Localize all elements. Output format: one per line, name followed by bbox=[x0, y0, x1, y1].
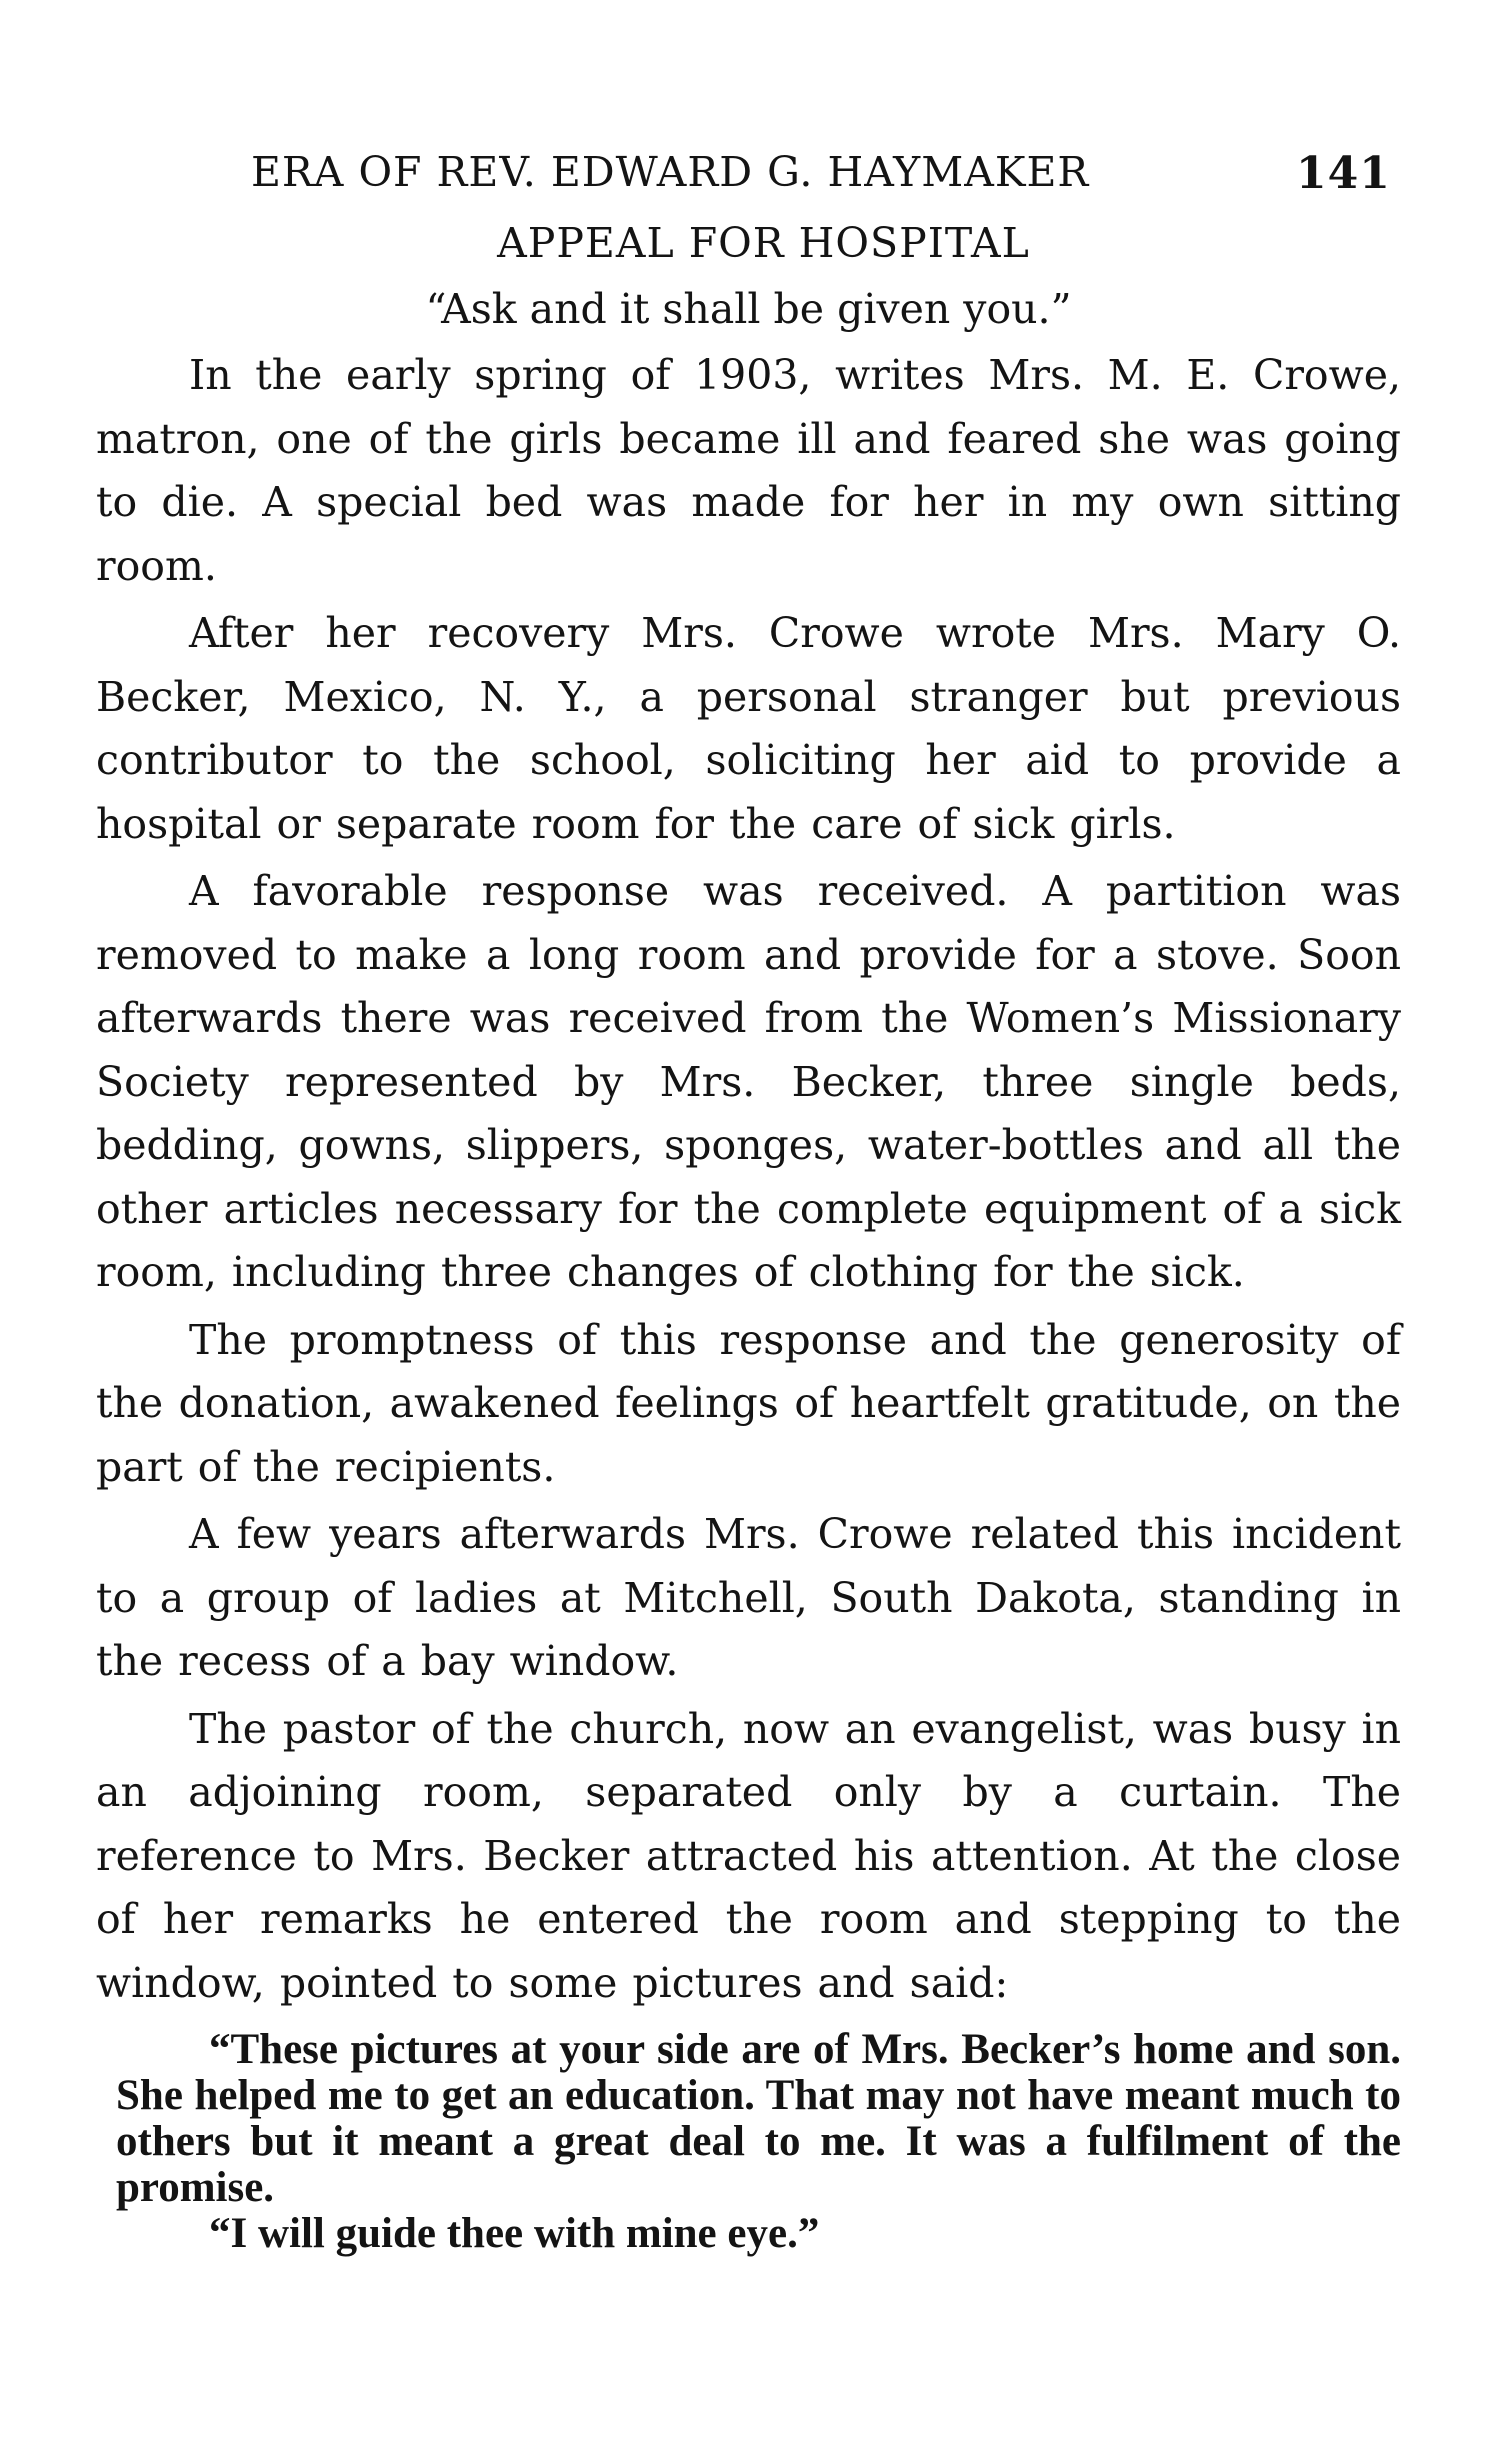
book-page bbox=[96, 140, 1401, 2257]
block-quote: “These pictures at your side are of Mrs. Becker’s home and son. She helped me to get an education. That may not have meant much to others but it meant a great deal to me. It was a fulfilment of the promise. bbox=[116, 2026, 1401, 2211]
running-title: ERA OF REV. EDWARD G. HAYMAKER bbox=[251, 148, 1090, 196]
block-quote-closing: “I will guide thee with mine eye.” bbox=[209, 2210, 820, 2257]
paragraph-6: The pastor of the church, now an evangelist, was busy in an adjoining room, separated only by a curtain. The reference to Mrs. Becker attracted his attention. At the close of her remarks he entered the room and stepping to the window, pointed to some pictures and said: bbox=[96, 1704, 1401, 2007]
paragraph-3: A favorable response was received. A partition was removed to make a long room and provide for a stove. Soon afterwards there was received from the Women’s Missionary Society represented by Mrs. Becker, three single beds, bedding, gowns, slippers, sponges, water-bottles and all the other articles necessary for the complete equipment of a sick room, including three changes of clothing for the sick. bbox=[96, 867, 1401, 1296]
paragraph-2: After her recovery Mrs. Crowe wrote Mrs. Mary O. Becker, Mexico, N. Y., a personal stranger but previous contributor to the school, soliciting her aid to provide a hospital or separate room for the care of sick girls. bbox=[96, 609, 1401, 848]
paragraph-4: The promptness of this response and the generosity of the donation, awakened feelings of heartfelt gratitude, on the part of the recipients. bbox=[96, 1315, 1401, 1491]
paragraph-1: In the early spring of 1903, writes Mrs. M. E. Crowe, matron, one of the girls became ill and feared she was going to die. A special bed was made for her in my own sitting room. bbox=[96, 351, 1401, 590]
page-number: 141 bbox=[1296, 148, 1391, 199]
paragraph-5: A few years afterwards Mrs. Crowe related this incident to a group of ladies at Mitchell, South Dakota, standing in the recess of a bay window. bbox=[96, 1510, 1401, 1685]
running-head bbox=[96, 140, 1401, 210]
epigraph: “Ask and it shall be given you.” bbox=[425, 285, 1072, 333]
section-title: APPEAL FOR HOSPITAL bbox=[497, 219, 1030, 267]
